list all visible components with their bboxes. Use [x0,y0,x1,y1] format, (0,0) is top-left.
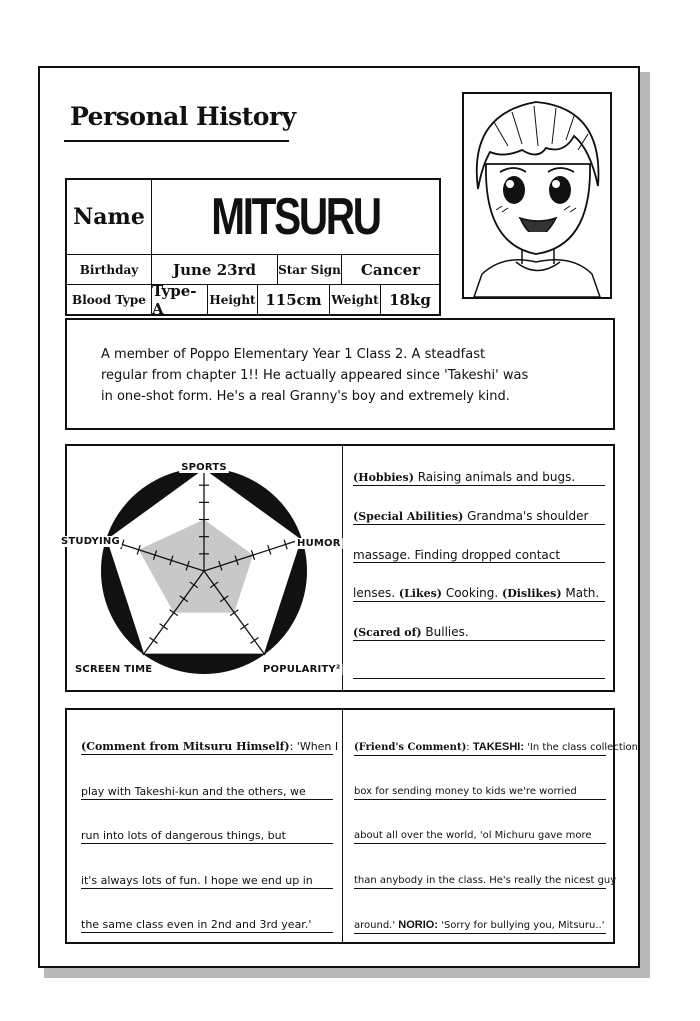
likes-label: (Likes) [398,587,442,600]
portrait-illustration [462,92,612,299]
birthday-value: June 23rd [152,255,278,284]
star-sign-label: Star Sign [278,255,342,284]
title-underline [64,140,289,142]
self-comment-line [81,740,339,755]
special-line-1 [353,509,605,525]
friend-comment-line: box for sending money to kids we're worried [354,785,606,800]
radar-axis-label: SPORTS [181,462,227,473]
page-title: Personal History [70,102,296,131]
likes-value: Cooking. [445,586,499,600]
stats-box [61,444,615,692]
blank-rule [353,664,605,679]
self-comment-line: play with Takeshi-kun and the others, we [81,785,333,800]
radar-axis-label: STUDYING [61,536,120,547]
self-comment-text: : 'When I [289,740,339,753]
weight-label: Weight [330,285,381,314]
special-abilities-label: (Special Abilities) [353,510,464,523]
friend-comment-line: about all over the world, 'ol Michuru gave more [354,829,606,844]
height-label: Height [208,285,258,314]
friend-comment-line [354,918,606,934]
radar-axis-label: HUMOR [297,538,341,549]
description-line: regular from chapter 1!! He actually appeared since 'Takeshi' was [101,368,529,383]
description-text [101,344,601,407]
scared-line [353,625,605,641]
friend-name-takeshi: TAKESHI: [472,741,524,753]
character-name: MITSURU [211,188,380,246]
self-comment-line: the same class even in 2nd and 3rd year.' [81,918,333,933]
self-comment-line: it's always lots of fun. I hope we end up in [81,874,333,889]
special-line-2 [353,548,605,563]
dislikes-value: Math. [565,586,600,600]
special-abilities-end: lenses. [353,586,396,600]
birthday-label: Birthday [67,255,152,284]
self-comment-label: (Comment from Mitsuru Himself) [81,740,290,753]
radar-axis-label: POPULARITY² [263,664,341,675]
description-box [65,318,615,430]
friend-comment-text: around.' [354,920,396,931]
radar-axis-label: SCREEN TIME [75,664,153,675]
comments-box [65,708,638,944]
likes-line [353,586,605,602]
name-label: Name [67,180,152,254]
radar-chart [61,446,341,690]
friend-name-norio: NORIO: [398,919,439,931]
blood-type-label: Blood Type [67,285,152,314]
friend-comment-text: 'In the class collection [527,742,638,753]
hobbies-value: Raising animals and bugs. [417,470,576,484]
special-abilities-cont: massage. Finding dropped contact [353,548,561,562]
self-comment-line: run into lots of dangerous things, but [81,829,333,844]
description-line: in one-shot form. He's a real Granny's boy and extremely kind. [101,389,510,404]
scared-value: Bullies. [425,625,469,639]
star-sign-value: Cancer [360,260,421,279]
dislikes-label: (Dislikes) [502,587,562,600]
info-table [65,178,441,316]
hobbies-label: (Hobbies) [353,471,414,484]
hobbies-line [353,470,605,486]
special-abilities-value: Grandma's shoulder [467,509,589,523]
friend-comment-label: (Friend's Comment) [354,742,467,753]
friend-comment-line: than anybody in the class. He's really the nicest guy [354,874,606,889]
description-line: A member of Poppo Elementary Year 1 Class 2. A steadfast [101,347,486,362]
height-value: 115cm [258,285,330,314]
friend-comment-text: 'Sorry for bullying you, Mitsuru..' [441,920,605,931]
blood-type-value: Type-A [152,285,208,314]
weight-value: 18kg [389,290,431,309]
scared-label: (Scared of) [353,626,422,639]
friend-comment-line: (Friend's Comment): TAKESHI: 'In the class collection [354,740,606,756]
character-drawing [464,94,610,297]
